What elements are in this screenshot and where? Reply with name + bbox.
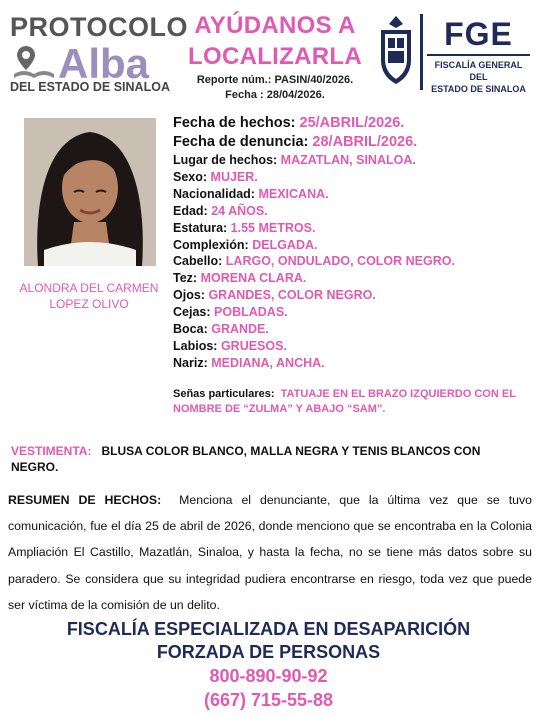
person-photo-image bbox=[24, 118, 156, 266]
detail-value: 1.55 METROS. bbox=[230, 220, 316, 235]
footer-contact bbox=[10, 618, 527, 712]
footer-agency-line-1: FISCALÍA ESPECIALIZADA EN DESAPARICIÓN bbox=[66, 619, 471, 639]
fge-subtitle-line-1: FISCALÍA GENERAL DEL bbox=[434, 60, 523, 82]
detail-label: Ojos: bbox=[173, 288, 205, 303]
senas-value: TATUAJE EN EL BRAZO IZQUIERDO CON EL NOMBRE DE “ZULMA” Y ABAJO “SAM”. bbox=[173, 388, 516, 415]
poster-title bbox=[180, 10, 370, 72]
detail-value: MORENA CLARA. bbox=[200, 271, 307, 286]
title-line-1: AYÚDANOS A bbox=[194, 12, 356, 39]
sinaloa-seal-icon bbox=[377, 14, 415, 88]
detail-label: Cejas: bbox=[173, 305, 211, 320]
detail-label: Cabello: bbox=[173, 254, 223, 269]
details-list bbox=[173, 114, 533, 372]
fge-logo bbox=[420, 14, 530, 94]
detail-row bbox=[173, 338, 533, 355]
detail-label: Labios: bbox=[173, 338, 218, 353]
detail-value: 28/ABRIL/2026. bbox=[312, 134, 418, 150]
detail-row bbox=[173, 114, 533, 133]
phone-number-1[interactable]: 800-890-90-92 bbox=[209, 666, 328, 686]
vestimenta-label: VESTIMENTA: bbox=[11, 444, 92, 458]
person-name bbox=[4, 280, 174, 312]
logo-protocolo-text: PROTOCOLO bbox=[10, 12, 189, 42]
resumen-label: RESUMEN DE HECHOS: bbox=[8, 493, 162, 507]
phone-number-2[interactable]: (667) 715-55-88 bbox=[203, 690, 334, 710]
detail-row bbox=[173, 152, 533, 169]
detail-row bbox=[173, 355, 533, 372]
detail-row bbox=[173, 304, 533, 321]
detail-label: Sexo: bbox=[173, 169, 208, 184]
detail-value: MUJER. bbox=[210, 169, 258, 184]
detail-row bbox=[173, 220, 533, 237]
detail-label: Lugar de hechos: bbox=[173, 153, 278, 167]
distinguishing-marks bbox=[173, 387, 533, 417]
detail-label: Fecha de hechos: bbox=[173, 115, 296, 131]
detail-value: DELGADA. bbox=[252, 237, 318, 252]
person-name-line-2: LOPEZ OLIVO bbox=[49, 297, 129, 311]
footer-agency-line-2: FORZADA DE PERSONAS bbox=[156, 642, 381, 662]
detail-label: Boca: bbox=[173, 322, 208, 337]
detail-value: 25/ABRIL/2026. bbox=[299, 115, 405, 131]
summary-of-facts bbox=[8, 487, 532, 618]
detail-value: 24 AÑOS. bbox=[211, 203, 268, 218]
detail-value: GRANDES, COLOR NEGRO. bbox=[208, 288, 376, 303]
senas-label: Señas particulares: bbox=[173, 388, 275, 400]
detail-value: MEXICANA. bbox=[258, 186, 329, 201]
detail-row bbox=[173, 287, 533, 304]
report-date: Fecha : 28/04/2026. bbox=[225, 89, 325, 101]
map-pin-book-icon bbox=[12, 44, 56, 80]
detail-value: LARGO, ONDULADO, COLOR NEGRO. bbox=[225, 254, 455, 269]
detail-label: Nacionalidad: bbox=[173, 186, 255, 201]
detail-label: Edad: bbox=[173, 203, 208, 218]
detail-row bbox=[173, 237, 533, 254]
resumen-text: Menciona el denunciante, que la última vez que se tuvo comunicación, fue el día 25 de abril de 2026, donde menciono que se encontraba en la Colonia Ampliación El Castillo, Mazatlán, Sinaloa, y hasta la fecha, no se tiene más datos sobre su paradero. Se considera que su integridad pudiera encontrarse en riesgo, toda vez que puede ser víctima de la comisión de un delito. bbox=[8, 493, 532, 612]
detail-row bbox=[173, 186, 533, 203]
detail-label: Fecha de denuncia: bbox=[173, 134, 309, 150]
fge-subtitle-line-2: ESTADO DE SINALOA bbox=[431, 84, 526, 94]
fge-text: FGE bbox=[444, 16, 513, 52]
detail-row bbox=[173, 321, 533, 338]
detail-label: Nariz: bbox=[173, 355, 208, 370]
detail-row bbox=[173, 253, 533, 270]
title-line-2: LOCALIZARLA bbox=[188, 43, 362, 70]
protocolo-alba-logo bbox=[6, 10, 189, 95]
detail-value: GRANDE. bbox=[211, 322, 269, 337]
report-info bbox=[180, 73, 370, 103]
clothing bbox=[11, 443, 531, 475]
person-photo bbox=[24, 118, 156, 266]
detail-label: Estatura: bbox=[173, 220, 228, 235]
detail-label: Tez: bbox=[173, 271, 198, 286]
person-name-line-1: ALONDRA DEL CARMEN bbox=[19, 281, 159, 295]
vestimenta-value: BLUSA COLOR BLANCO, MALLA NEGRA Y TENIS BLANCOS CON NEGRO. bbox=[11, 444, 481, 474]
detail-value: MAZATLAN, SINALOA. bbox=[280, 153, 416, 167]
fge-subtitle bbox=[427, 54, 530, 95]
detail-row bbox=[173, 203, 533, 220]
detail-value: POBLADAS. bbox=[214, 305, 288, 320]
detail-row bbox=[173, 133, 533, 152]
detail-row bbox=[173, 169, 533, 186]
detail-row bbox=[173, 270, 533, 287]
detail-label: Complexión: bbox=[173, 237, 249, 252]
detail-value: MEDIANA, ANCHA. bbox=[211, 355, 325, 370]
logo-subtitle: DEL ESTADO DE SINALOA bbox=[10, 80, 170, 94]
report-number: Reporte núm.: PASIN/40/2026. bbox=[196, 74, 354, 86]
logo-alba-text: Alba bbox=[58, 40, 150, 87]
detail-value: GRUESOS. bbox=[220, 338, 287, 353]
